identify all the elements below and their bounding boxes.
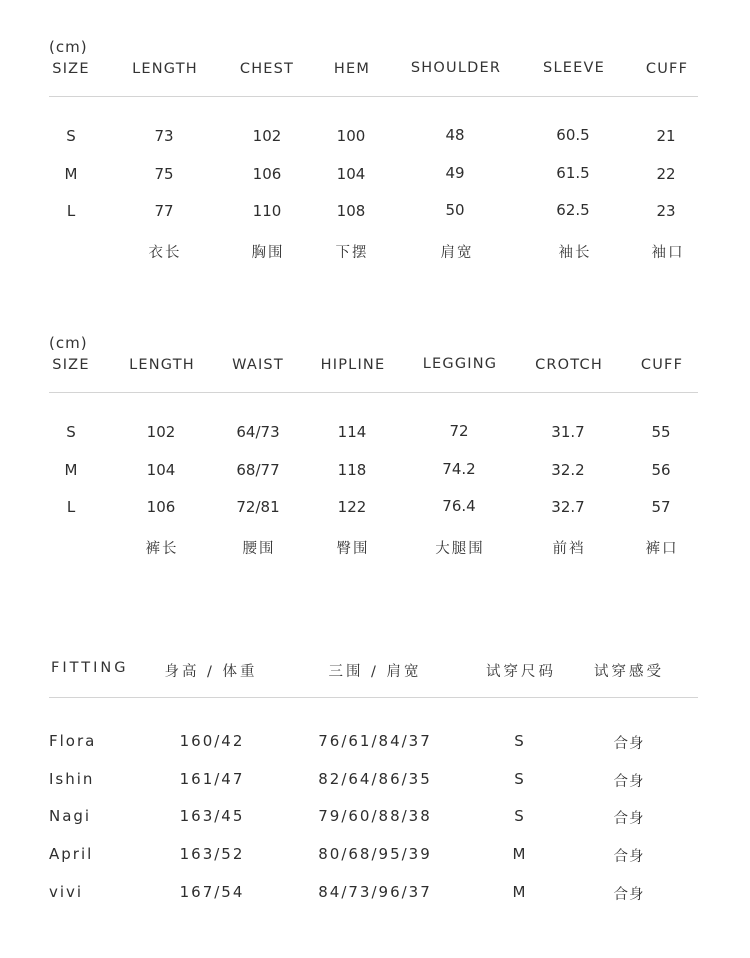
top-row-s-sleeve: 60.5: [556, 126, 590, 144]
fitting-row-2-height-weight: 161/47: [179, 770, 245, 788]
fitting-row-1-size: S: [514, 732, 526, 750]
bottom-header-hipline: HIPLINE: [320, 357, 386, 373]
top-row-m-cuff: 22: [656, 165, 676, 183]
bottom-row-m-cuff: 56: [651, 461, 671, 479]
bottom-row-s-crotch: 31.7: [551, 423, 585, 441]
top-header-chest: CHEST: [239, 61, 295, 77]
fitting-row-3-feel: 合身: [613, 811, 645, 827]
bottom-row-s-waist: 64/73: [236, 423, 280, 441]
top-cn-shoulder: 肩宽: [440, 245, 474, 261]
fitting-row-5-name: vivi: [49, 883, 84, 901]
bottom-header-waist: WAIST: [232, 357, 284, 373]
top-row-s-shoulder: 48: [445, 126, 465, 144]
bottom-row-m-crotch: 32.2: [551, 461, 585, 479]
top-cn-chest: 胸围: [251, 245, 285, 261]
bottom-cn-hipline: 臀围: [336, 541, 370, 557]
fitting-header-measurements: 三围 / 肩宽: [328, 664, 422, 680]
bottom-unit-label: (cm): [49, 334, 88, 352]
top-header-length: LENGTH: [132, 61, 198, 77]
fitting-row-4-name: April: [49, 845, 94, 863]
bottom-header-size: SIZE: [52, 357, 90, 373]
top-row-l-cuff: 23: [656, 202, 676, 220]
top-row-s-chest: 102: [252, 127, 282, 145]
bottom-row-m-legging: 74.2: [442, 460, 476, 478]
bottom-row-m-size: M: [64, 461, 78, 479]
top-header-sleeve: SLEEVE: [543, 60, 605, 76]
fitting-row-4-height-weight: 163/52: [179, 845, 245, 863]
top-row-m-length: 75: [154, 165, 174, 183]
top-row-s-length: 73: [154, 127, 174, 145]
bottom-cn-cuff: 裤口: [645, 541, 679, 557]
fitting-row-2-size: S: [514, 770, 526, 788]
fitting-row-4-measurements: 80/68/95/39: [318, 845, 432, 863]
fitting-header-feel: 试穿感受: [594, 664, 664, 680]
bottom-row-l-legging: 76.4: [442, 497, 476, 515]
top-row-m-shoulder: 49: [445, 164, 465, 182]
top-row-l-chest: 110: [252, 202, 282, 220]
top-row-m-hem: 104: [336, 165, 366, 183]
top-cn-hem: 下摆: [335, 245, 369, 261]
fitting-row-5-measurements: 84/73/96/37: [318, 883, 432, 901]
top-row-l-hem: 108: [336, 202, 366, 220]
bottom-row-s-cuff: 55: [651, 423, 671, 441]
fitting-row-5-size: M: [512, 883, 528, 901]
bottom-row-s-legging: 72: [449, 422, 469, 440]
fitting-row-3-name: Nagi: [49, 807, 92, 825]
bottom-row-l-hipline: 122: [337, 498, 367, 516]
fitting-row-5-height-weight: 167/54: [179, 883, 245, 901]
bottom-row-s-length: 102: [146, 423, 176, 441]
bottom-header-cuff: CUFF: [640, 357, 684, 373]
top-header-size: SIZE: [52, 61, 90, 77]
fitting-row-4-size: M: [512, 845, 528, 863]
fitting-header-size: 试穿尺码: [486, 664, 556, 680]
fitting-row-3-size: S: [514, 807, 526, 825]
fitting-row-2-measurements: 82/64/86/35: [318, 770, 432, 788]
fitting-header-divider: [49, 697, 698, 698]
bottom-row-l-waist: 72/81: [236, 498, 280, 516]
bottom-row-s-hipline: 114: [337, 423, 367, 441]
top-row-l-size: L: [66, 202, 76, 220]
top-row-l-shoulder: 50: [445, 201, 465, 219]
top-row-m-size: M: [64, 165, 78, 183]
fitting-row-3-height-weight: 163/45: [179, 807, 245, 825]
top-row-l-sleeve: 62.5: [556, 201, 590, 219]
bottom-cn-length: 裤长: [145, 541, 179, 557]
fitting-row-2-name: Ishin: [49, 770, 95, 788]
fitting-row-2-feel: 合身: [613, 774, 645, 790]
fitting-row-1-height-weight: 160/42: [179, 732, 245, 750]
bottom-header-crotch: CROTCH: [535, 357, 603, 373]
top-row-s-cuff: 21: [656, 127, 676, 145]
top-cn-length: 衣长: [148, 245, 182, 261]
bottom-row-m-length: 104: [146, 461, 176, 479]
bottom-header-legging: LEGGING: [422, 356, 498, 372]
fitting-header-height-weight: 身高 / 体重: [164, 664, 258, 680]
fitting-row-5-feel: 合身: [613, 887, 645, 903]
top-header-shoulder: SHOULDER: [410, 60, 502, 76]
top-header-hem: HEM: [333, 61, 371, 77]
top-row-m-sleeve: 61.5: [556, 164, 590, 182]
bottom-row-l-size: L: [66, 498, 76, 516]
bottom-row-m-hipline: 118: [337, 461, 367, 479]
top-row-l-length: 77: [154, 202, 174, 220]
bottom-header-divider: [49, 392, 698, 393]
fitting-row-4-feel: 合身: [613, 849, 645, 865]
top-cn-sleeve: 袖长: [558, 245, 592, 261]
fitting-header-fitting: FITTING: [51, 660, 129, 676]
bottom-cn-waist: 腰围: [242, 541, 276, 557]
bottom-row-m-waist: 68/77: [236, 461, 280, 479]
bottom-row-l-cuff: 57: [651, 498, 671, 516]
top-row-m-chest: 106: [252, 165, 282, 183]
bottom-row-l-length: 106: [146, 498, 176, 516]
top-cn-cuff: 袖口: [651, 245, 685, 261]
top-header-divider: [49, 96, 698, 97]
bottom-cn-crotch: 前裆: [552, 541, 586, 557]
bottom-row-l-crotch: 32.7: [551, 498, 585, 516]
fitting-row-1-measurements: 76/61/84/37: [318, 732, 432, 750]
fitting-row-1-feel: 合身: [613, 736, 645, 752]
fitting-row-3-measurements: 79/60/88/38: [318, 807, 432, 825]
bottom-header-length: LENGTH: [129, 357, 195, 373]
top-row-s-hem: 100: [336, 127, 366, 145]
top-header-cuff: CUFF: [645, 61, 689, 77]
bottom-row-s-size: S: [66, 423, 76, 441]
bottom-cn-legging: 大腿围: [435, 541, 485, 557]
top-unit-label: (cm): [49, 38, 88, 56]
fitting-row-1-name: Flora: [49, 732, 97, 750]
top-row-s-size: S: [66, 127, 76, 145]
